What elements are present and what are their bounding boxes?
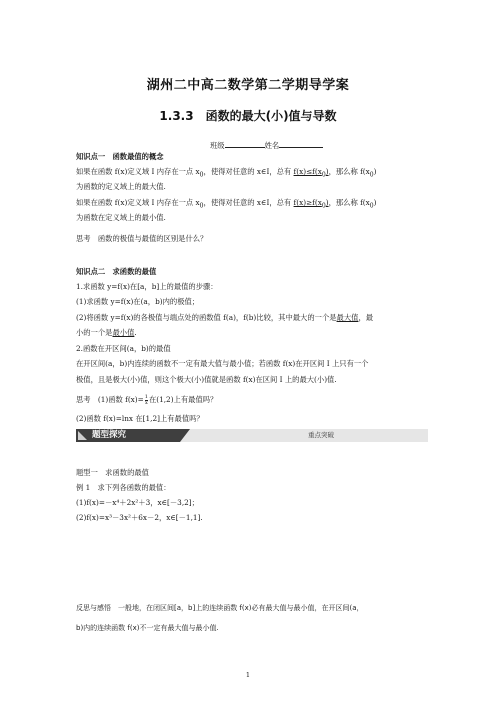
kp1-p2-u: f(x)≥f(x [293,198,322,207]
banner-right-label: 重点突破 [308,431,334,439]
kp1-p2-line2: 为函数在定义域上的最小值. [76,213,166,222]
kp1-p2-u-end: ) [325,198,329,207]
kp1-heading: 知识点一 函数最值的概念 [76,152,164,161]
kp2-think1 [76,394,428,406]
kp2-section2-line1: 在开区间(a，b)内连续的函数不一定有最大值与最小值；若函数 f(x)在开区间 I 上只有一个 [76,359,369,368]
kp2-step4-min: 最小值 [112,328,135,337]
fraction-1-over-x [145,395,148,406]
kp2-think2: (2)函数 f(x)=lnx 在[1,2]上有最值吗？ [76,414,204,423]
kp1-p2-u-sub: 0 [321,202,326,210]
lesson-title: 1.3.3 函数的最大(小)值与导数 [159,109,337,123]
kp1-p1-u-end: ) [325,167,329,176]
kp1-p1-underline [293,167,329,179]
kp2-step3-text-a: (2)将函数 y=f(x)的各极值与端点处的函数值 f(a)，f(b)比较，其中最大的一个是 [76,313,337,322]
kp2-step3-line2 [76,327,428,338]
banner-triangle-icon [78,431,87,440]
kp1-p2-c-end: ) [373,198,377,207]
kp2-step3-max: 最大值 [336,313,359,322]
name-blank [279,139,323,148]
kp1-p2-text-c: ，那么称 f(x [328,198,370,207]
example1-q1: (1)f(x)=－x⁴＋2x²＋3，x∈[－3,2]； [76,498,199,507]
page-number: 1 [245,671,251,679]
fraction-denominator: x [144,399,148,406]
kp1-p2-sub: 0 [199,202,204,210]
kp1-p1-line2: 为函数的定义域上的最大值. [76,182,166,191]
kp1-p1-c-end: ) [373,167,377,176]
kp1-think: 思考 函数的极值与最值的区别是什么？ [76,234,208,243]
kp1-p1-text-a: 如果在函数 f(x)定义域 I 内存在一点 x [76,167,200,176]
kp1-p2-text-b: ，使得对任意的 x∈I，总有 [203,198,294,207]
kp2-think1-text-a: 思考 (1)函数 f(x)= [76,395,144,404]
kp1-p1-text-c: ，那么称 f(x [328,167,370,176]
kp2-heading: 知识点二 求函数的最值 [76,267,157,276]
kp1-p1-c-sub: 0 [369,171,374,179]
kp2-step1: 1.求函数 y=f(x)在[a，b]上的最值的步骤： [76,282,218,291]
kp2-think1-text-b: 在(1,2)上有最值吗？ [148,395,218,404]
kp1-p1-sub: 0 [199,171,204,179]
kp1-p2-text-a: 如果在函数 f(x)定义域 I 内存在一点 x [76,198,200,207]
school-title: 湖州二中高二数学第二学期导学案 [146,78,350,93]
kp1-p2-c-sub: 0 [369,202,374,210]
reflection-line1: 反思与感悟 一般地，在闭区间[a，b]上的连续函数 f(x)必有最大值与最小值，在开区间(a， [76,604,364,612]
fraction-numerator: 1 [144,393,148,400]
type1-heading: 题型一 求函数的最值 [76,468,149,477]
kp2-step3-line1 [76,312,428,323]
kp2-section2: 2.函数在开区间(a，b)的最值 [76,344,171,353]
section-banner [76,429,428,442]
kp2-step4-text-b: . [134,328,137,337]
kp2-step4-text-a: 小的一个是 [76,328,113,337]
kp1-p1-u: f(x)≤f(x [293,167,322,176]
kp2-section2-line2: 极值，且是极大(小)值，则这个极大(小)值就是函数 f(x)在区间 I 上的最大(小)值. [76,375,337,384]
kp1-p2-line1 [76,197,428,211]
name-label: 姓名 [264,141,280,150]
reflection-line2: b)内的连续函数 f(x)不一定有最大值与最小值. [76,624,219,632]
class-name-line [210,139,360,151]
kp2-step2: (1)求函数 y=f(x)在(a，b)内的极值； [76,297,200,306]
kp1-p1-text-b: ，使得对任意的 x∈I，总有 [203,167,294,176]
kp1-p1-line1 [76,166,428,180]
kp1-p2-underline [293,198,329,210]
class-blank [225,139,265,148]
class-label: 班级 [210,141,225,150]
example1-q2: (2)f(x)=x³－3x²＋6x－2，x∈[－1,1]. [76,513,203,522]
kp2-step3-text-b: ，最 [358,313,374,322]
kp1-p1-u-sub: 0 [321,171,326,179]
example1: 例 1 求下列各函数的最值： [76,483,171,492]
banner-tail [180,429,190,442]
banner-label: 题型探究 [76,429,180,442]
